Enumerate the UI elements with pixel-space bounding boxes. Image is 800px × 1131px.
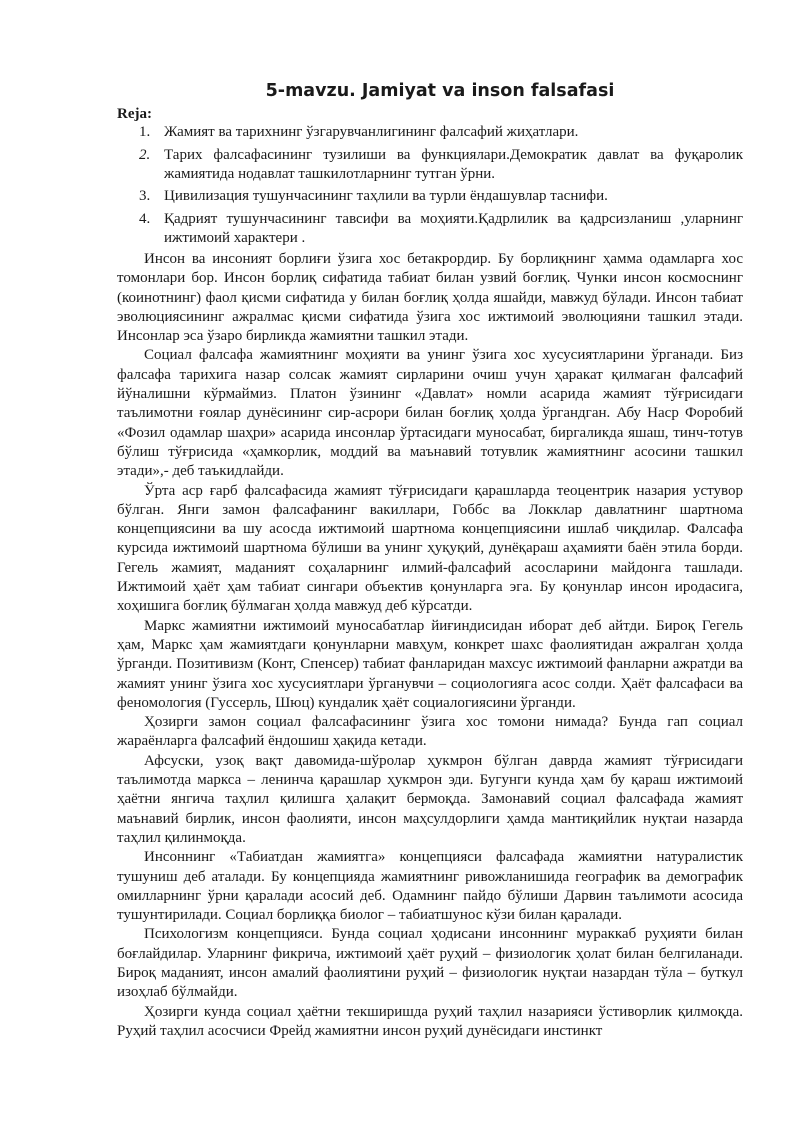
- paragraph: Афсуски, узоқ вақт давомида-шўролар ҳукмрон бўлган даврда жамият тўғрисидаги таълимотда маркса – ленинча қарашлар ҳукмрон эди. Бугунги кунда ҳам бу қараш ижтимоий ҳаётни янгича таҳлил қилишга ҳалақит бермоқда. Замонавий социал фалсафада жамият маънавий бирлик, инсон фаолияти, инсон маҳсулдорлиги ҳамда мантиқийлик нуқтаи назарда таҳлил қилинмоқда.: [117, 752, 743, 846]
- plan-item-text: Қадрият тушунчасининг тавсифи ва моҳияти.Қадрлилик ва қадрсизланиш ,уларнинг ижтимоий характери .: [164, 210, 743, 246]
- plan-item-text: Цивилизация тушунчасининг таҳлили ва турли ёндашувлар таснифи.: [164, 188, 608, 205]
- body-text: [117, 250, 743, 1041]
- plan-label: Reja:: [117, 106, 152, 122]
- paragraph: Ҳозирги замон социал фалсафасининг ўзига хос томони нимада? Бунда гап социал жараёнларга фалсафий ёндошиш ҳақида кетади.: [117, 714, 743, 750]
- plan-item: [117, 210, 743, 248]
- paragraph: Ўрта аср ғарб фалсафасида жамият тўғрисидаги қарашларда теоцентрик назария устувор бўлган. Янги замон фалсафанинг вакиллари, Гоббс ва Локклар давлатнинг шартнома концепциясини ва шу асосда ижтимоий шартнома концепциясини ишлаб чиқдилар. Фалсафа курсида ижтимоий шартнома бўлиши ва унинг ҳуқуқий, дунёқараш аҳамияти баён этила борди. Гегель жамият, маданият соҳаларнинг илмий-фалсафий асосларини майдонга ташлади. Ижтимоий ҳаёт ҳам табиат сингари объектив қонунларга эга. Бу қонунлар инсон иродасига, хоҳишига боғлиқ бўлмаган ҳолда мавжуд деб кўрсатди.: [117, 482, 743, 615]
- paragraph: Социал фалсафа жамиятнинг моҳияти ва унинг ўзига хос хусусиятларини ўрганади. Биз фалсафа тарихига назар солсак жамият сирларини очиш учун ҳаракат қилмаган фалсафий йўналишни кўрмаймиз. Платон ўзининг «Давлат» номли асарида жамият тўғрисидаги таълимотни ғоялар дунёсининг сир-асрори билан боғлиқ ҳолда ўргандган. Абу Наср Форобий «Фозил одамлар шаҳри» асарида инсонлар ўртасидаги муносабат, биргаликда яшаш, тинч-тотув бўлиш тўғрисида «ҳамкорлик, моддий ва маънавий тотувлик жамиятнинг асосини ташкил этади»,- деб таъкидлайди.: [117, 347, 743, 480]
- plan-item-number: 2.: [139, 146, 151, 163]
- plan-item-text: Жамият ва тарихнинг ўзгарувчанлигининг фалсафий жиҳатлари.: [164, 124, 579, 140]
- paragraph: Психологизм концепцияси. Бунда социал ҳодисани инсоннинг мураккаб руҳияти билан боғлайдилар. Уларнинг фикрича, ижтимоий ҳаёт руҳий – физиологик ҳолат билан белгиланади. Бироқ маданият, инсон амалий фаолиятини руҳий – физиологик нуқтаи назардан тўла – буткул изоҳлаб бўлмайди.: [117, 926, 743, 1001]
- document-title: 5-mavzu. Jamiyat va inson falsafasi: [265, 81, 615, 101]
- paragraph: Маркс жамиятни ижтимоий муносабатлар йиғиндисидан иборат деб айтди. Бироқ Гегель ҳам, Маркс ҳам жамиятдаги қонунларни мавҳум, конкрет шахс фаолиятидан ажралган ҳолда ўрганди. Позитивизм (Конт, Спенсер) табиат фанларидан махсус ижтимоий фанларни ажратди ва жамият унинг ўзига хос хусусиятлари ўрганувчи – социологияга асос солди. Ҳаёт фалсафаси ва феномология (Гуссерль, Шюц) кундалик ҳаёт социалогиясини ўрганди.: [117, 617, 743, 711]
- paragraph: Ҳозирги кунда социал ҳаётни текширишда руҳий таҳлил назарияси ўстиворлик қилмоқда. Руҳий таҳлил асосчиси Фрейд жамиятни инсон руҳий дунёсидаги инстинкт: [117, 1003, 743, 1039]
- plan-list: [117, 123, 743, 251]
- plan-item: [117, 187, 743, 206]
- plan-item-number: 3.: [139, 188, 151, 205]
- plan-item-number: 1.: [139, 124, 151, 140]
- plan-item-text: Тарих фалсафасининг тузилиши ва функциялари.Демократик давлат ва фуқаролик жамиятида нодавлат ташкилотларнинг тутган ўрни.: [164, 146, 743, 182]
- plan-item: [117, 146, 743, 184]
- plan-item-number: 4.: [139, 210, 151, 227]
- paragraph: Инсон ва инсоният борлиғи ўзига хос бетакрордир. Бу борлиқнинг ҳамма одамларга хос томонлари бор. Инсон борлиқ сифатида табиат билан узвий боғлиқ. Чунки инсон космоснинг (коинотнинг) фаол қисми сифатида у билан боғлиқ ҳолда яшайди, мавжуд бўлади. Инсон табиат эволюциясининг ажралмас қисми сифатида ўзига хос ижтимоий эволюцияни ташкил этади. Инсонлар эса ўзаро бирликда жамиятни ташкил этади.: [117, 251, 743, 345]
- plan-item: [117, 123, 743, 142]
- paragraph: Инсоннинг «Табиатдан жамиятга» концепцияси фалсафада жамиятни натуралистик тушуниш деб аталади. Бу концепцияда жамиятнинг ривожланишида географик ва демографик омилларнинг ўрни қаралади асосий деб. Одамнинг пайдо бўлиши Дарвин таълимоти асосида тушунтирилади. Социал борлиққа биолог – табиатшунос кўзи билан қаралади.: [117, 849, 743, 924]
